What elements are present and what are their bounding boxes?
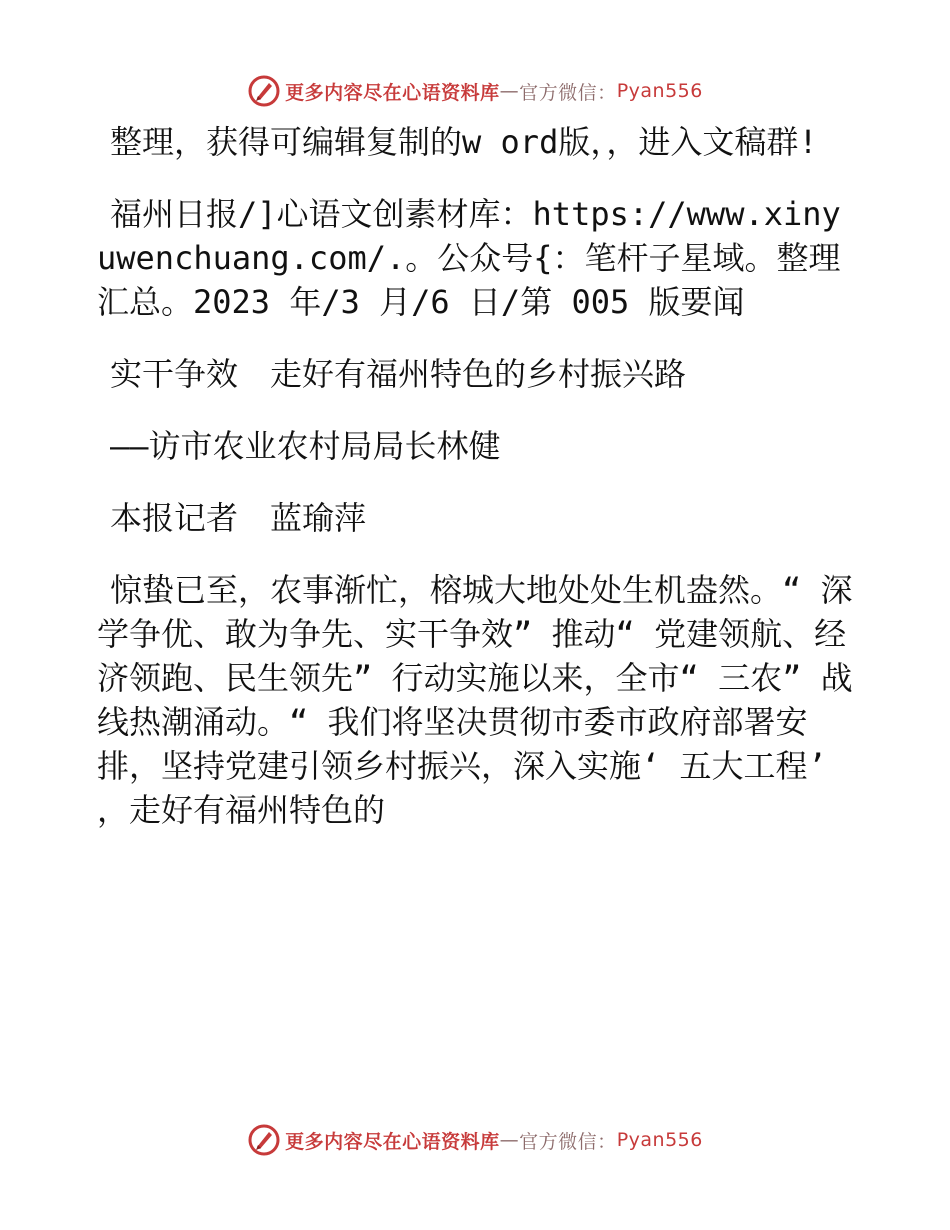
document-body [97, 120, 857, 860]
watermark-separator: — [499, 80, 520, 102]
watermark-wechat-label: 官方微信： [519, 81, 617, 104]
byline: 本报记者 蓝瑜萍 [110, 499, 367, 537]
article-subtitle: ——访市农业农村局局长林健 [110, 427, 501, 465]
brush-circle-logo-icon [247, 74, 281, 108]
watermark-wechat-label: 官方微信： [519, 1130, 617, 1153]
watermark-account: Pyan556 [616, 80, 703, 102]
source-line: 福州日报/]心语文创素材库：https://www.xinyuwenchuang.com/.。公众号{：笔杆子星域。整理汇总。2023 年/3 月/6 日/第 005 版要闻 [97, 195, 841, 321]
watermark-main-text: 更多内容尽在心语资料库 [285, 1130, 500, 1153]
intro-note: 整理，获得可编辑复制的w ord版，，进入文稿群! [110, 123, 818, 161]
watermark-footer [0, 1120, 950, 1160]
brush-circle-logo-icon [247, 1123, 281, 1157]
body-paragraph: 惊蛰已至，农事渐忙，榕城大地处处生机盎然。“ 深学争优、敢为争先、实干争效” 推动“ 党建领航、经济领跑、民生领先” 行动实施以来，全市“ 三农” 战线热潮涌动。“ 我们将坚决贯彻市委市政府部署安排，坚持党建引领乡村振兴，深入实施‘ 五大工程’ ，走好有福州特色的 [97, 571, 853, 829]
watermark-header [0, 71, 950, 111]
watermark-separator: — [499, 1129, 520, 1151]
watermark-account: Pyan556 [616, 1129, 703, 1151]
article-title: 实干争效 走好有福州特色的乡村振兴路 [110, 355, 687, 393]
watermark-main-text: 更多内容尽在心语资料库 [285, 81, 500, 104]
